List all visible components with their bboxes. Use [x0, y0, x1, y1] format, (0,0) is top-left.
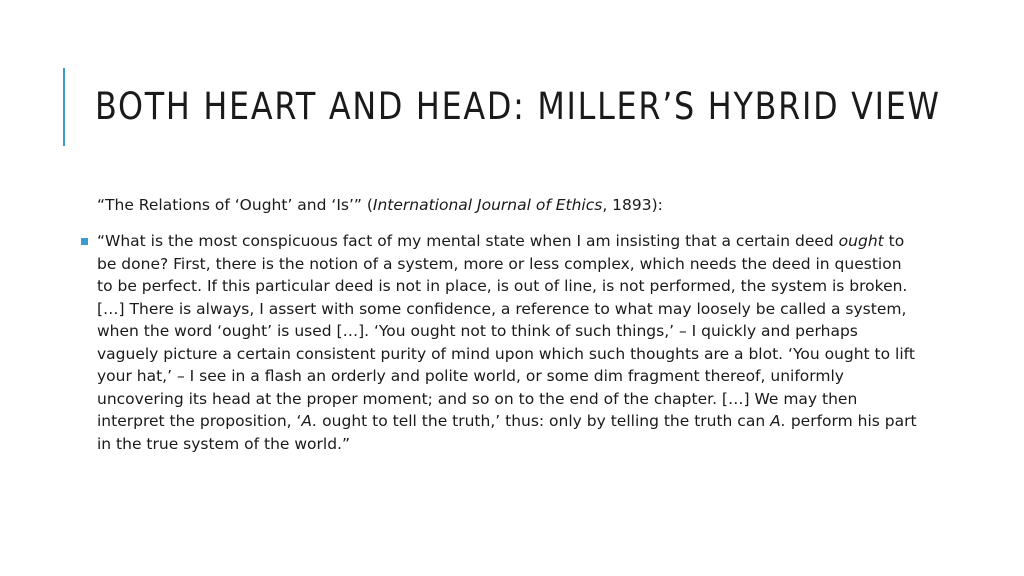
title-accent-bar — [63, 68, 65, 146]
quote-bullet — [97, 230, 917, 455]
quote-part-4: perform his part in the true system of the world.” — [97, 412, 917, 453]
quote-emphasis-a-2: A. — [770, 412, 786, 430]
citation-suffix: , 1893): — [602, 196, 663, 214]
quote-emphasis-a-1: A. — [301, 412, 318, 430]
slide-body — [97, 192, 917, 455]
quote-emphasis-ought: ought — [838, 232, 884, 250]
quote-part-2: to be done? First, there is the notion of a system, more or less complex, which needs the deed in question to be perfect. If this particular deed is not in place, is out of line, is not performed, the system is broken. […] There is always, I assert with some confidence, a reference to what may loosely be called a system, when the word ‘ought’ is used […]. ‘You ought not to think of such things,’ – I quickly and perhaps vaguely picture a certain consistent purity of mind upon which such thoughts are a blot. ‘You ought to lift your hat,’ – I see in a flash an orderly and polite world, or some dim fragment thereof, uniformly uncovering its head at the proper moment; and so on to the end of the chapter. […] We may then interpret the proposition, ‘ — [97, 232, 915, 430]
quote-part-1: “What is the most conspicuous fact of my mental state when I am insisting that a certain deed — [97, 232, 839, 250]
citation-prefix: “The Relations of ‘Ought’ and ‘Is’” ( — [97, 196, 373, 214]
square-bullet-icon — [81, 238, 88, 245]
quote-part-3: ought to tell the truth,’ thus: only by telling the truth can — [317, 412, 771, 430]
citation-line — [97, 192, 917, 218]
quote-text — [97, 230, 917, 455]
slide-title: BOTH HEART AND HEAD: MILLER’S HYBRID VIEW — [95, 85, 941, 128]
citation-journal: International Journal of Ethics — [372, 196, 603, 214]
